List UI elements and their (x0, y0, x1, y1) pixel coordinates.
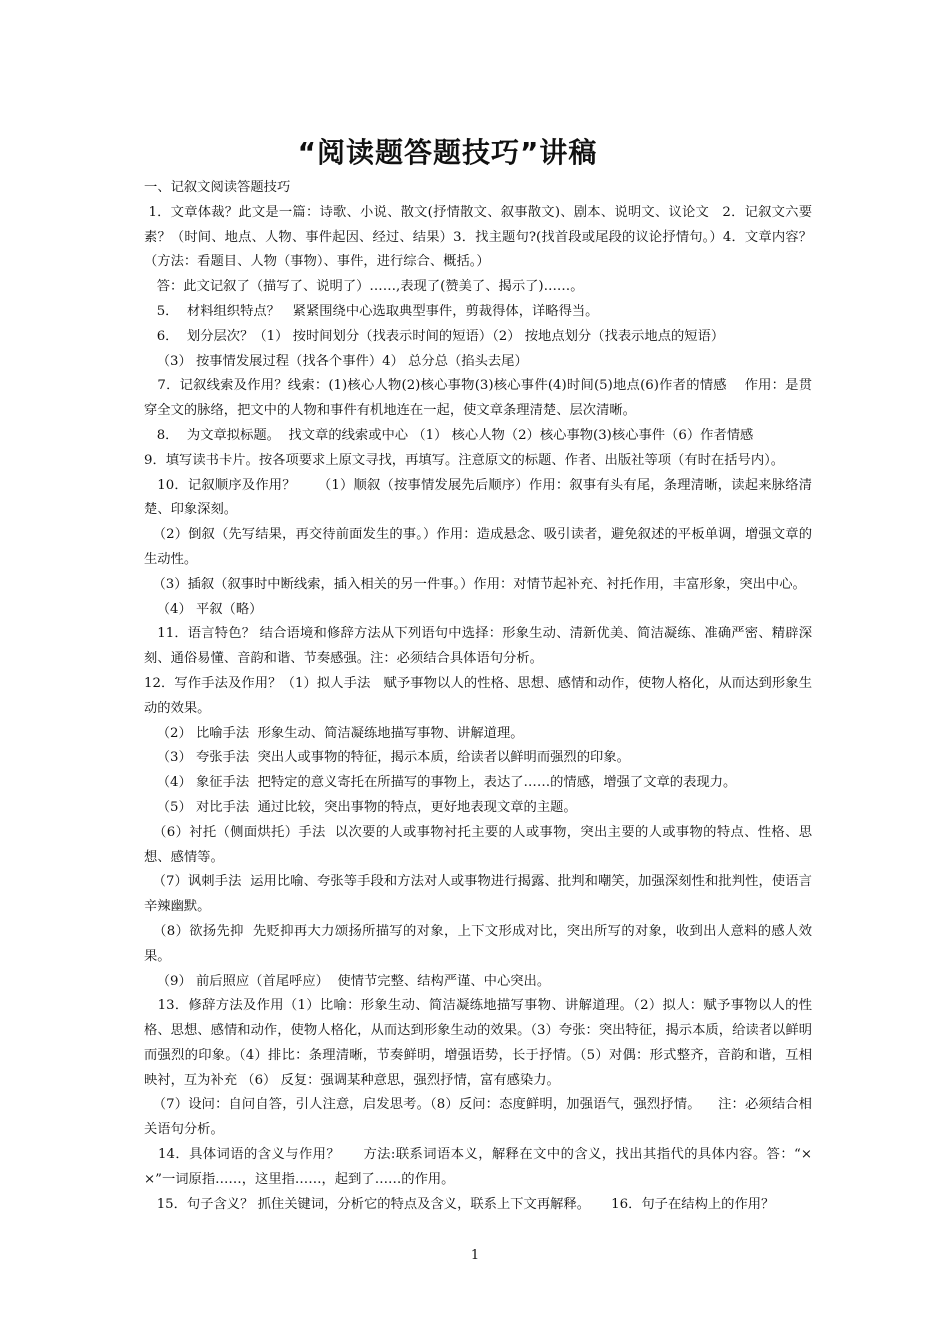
paragraph: （5） 对比手法 通过比较，突出事物的特点，更好地表现文章的主题。 (144, 799, 577, 815)
paragraph: （3）插叙（叙事时中断线索，插入相关的另一件事。）作用：对情节起补充、衬托作用，丰富形象，突出中心。 (144, 576, 806, 592)
paragraph: （2）倒叙（先写结果，再交待前面发生的事。）作用：造成悬念、吸引读者，避免叙述的平板单调，增强文章的生动性。 (144, 527, 812, 567)
paragraph: （4） 平叙（略） (144, 601, 263, 617)
paragraph: 12．写作手法及作用？（1）拟人手法 赋予事物以人的性格、思想、感情和动作，使物人格化，从而达到形象生动的效果。 (144, 675, 812, 716)
paragraph: 7．记叙线索及作用？线索：(1)核心人物(2)核心事物(3)核心事件(4)时间(5)地点(6)作者的情感 作用：是贯穿全文的脉络，把文中的人物和事件有机地连在一起，使文章条理清楚、层次清晰。 (144, 378, 812, 419)
paragraph: （4） 象征手法 把特定的意义寄托在所描写的事物上，表达了……的情感，增强了文章的表现力。 (144, 775, 737, 791)
paragraph: （8）欲扬先抑 先贬抑再大力颂扬所描写的对象，上下文形成对比，突出所写的对象，收到出人意料的感人效果。 (144, 923, 812, 964)
paragraph: （6）衬托（侧面烘托）手法 以次要的人或事物衬托主要的人或事物，突出主要的人或事物的特点、性格、思想、感情等。 (144, 824, 812, 865)
paragraph: 一、记叙文阅读答题技巧 (144, 180, 291, 195)
paragraph: 14．具体词语的含义与作用？ 方法:联系词语本义，解释在文中的含义，找出其指代的具体内容。答：“××”一词原指……，这里指……，起到了……的作用。 (144, 1147, 812, 1187)
paragraph: 答：此文记叙了（描写了、说明了）……,表现了(赞美了、揭示了)……。 (144, 279, 584, 295)
paragraph: （3） 按事情发展过程（找各个事件）4） 总分总（掐头去尾） (144, 353, 528, 369)
paragraph: （9） 前后照应（首尾呼应） 使情节完整、结构严谨、中心突出。 (144, 973, 551, 989)
page-number: 1 (470, 1248, 480, 1263)
paragraph: （3） 夸张手法 突出人或事物的特征，揭示本质，给读者以鲜明而强烈的印象。 (144, 750, 630, 766)
paragraph: 5． 材料组织特点？ 紧紧围绕中心选取典型事件，剪裁得体，详略得当。 (144, 303, 599, 319)
paragraph: （7）讽刺手法 运用比喻、夸张等手段和方法对人或事物进行揭露、批判和嘲笑，加强深刻性和批判性，使语言辛辣幽默。 (144, 874, 812, 915)
paragraph: 15．句子含义？ 抓住关键词，分析它的特点及含义，联系上下文再解释。 16．句子在结构上的作用？ (144, 1196, 775, 1212)
document-body (144, 176, 812, 1217)
document-title: “阅读题答题技巧”讲稿 (297, 136, 598, 169)
paragraph: 10．记叙顺序及作用？ （1）顺叙（按事情发展先后顺序）作用：叙事有头有尾，条理清晰，读起来脉络清楚、印象深刻。 (144, 477, 812, 518)
paragraph: 1．文章体裁？此文是一篇：诗歌、小说、散文(抒情散文、叙事散文)、剧本、说明文、议论文 2．记叙文六要素？（时间、地点、人物、事件起因、经过、结果）3．找主题句?(找首段或尾段的议论抒情句。）4．文章内容？（方法：看题目、人物（事物）、事件，进行综合、概括。） (144, 204, 812, 270)
paragraph: （2） 比喻手法 形象生动、简洁凝练地描写事物、讲解道理。 (144, 725, 524, 741)
paragraph: （7）设问：自问自答，引人注意，启发思考。（8）反问：态度鲜明，加强语气，强烈抒情。 注：必须结合相关语句分析。 (144, 1097, 812, 1138)
paragraph: 9．填写读书卡片。按各项要求上原文寻找，再填写。注意原文的标题、作者、出版社等项（有时在括号内）。 (144, 452, 785, 468)
paragraph: 6． 划分层次？（1） 按时间划分（找表示时间的短语）（2） 按地点划分（找表示地点的短语） (144, 328, 725, 344)
paragraph: 8． 为文章拟标题。 找文章的线索或中心 （1） 核心人物（2）核心事物(3)核心事件（6）作者情感 (144, 427, 754, 443)
paragraph: 11．语言特色？ 结合语境和修辞方法从下列语句中选择：形象生动、清新优美、简洁凝练、准确严密、精辟深刻、通俗易懂、音韵和谐、节奏感强。注：必须结合具体语句分析。 (144, 626, 812, 667)
paragraph: 13．修辞方法及作用（1）比喻：形象生动、简洁凝练地描写事物、讲解道理。（2）拟人：赋予事物以人的性格、思想、感情和动作，使物人格化，从而达到形象生动的效果。（3）夸张：突出特征，揭示本质，给读者以鲜明而强烈的印象。（4）排比：条理清晰，节奏鲜明，增强语势，长于抒情。（5）对偶：形式整齐，音韵和谐，互相映衬，互为补充 （6） 反复：强调某种意思，强烈抒情，富有感染力。 (144, 998, 812, 1088)
